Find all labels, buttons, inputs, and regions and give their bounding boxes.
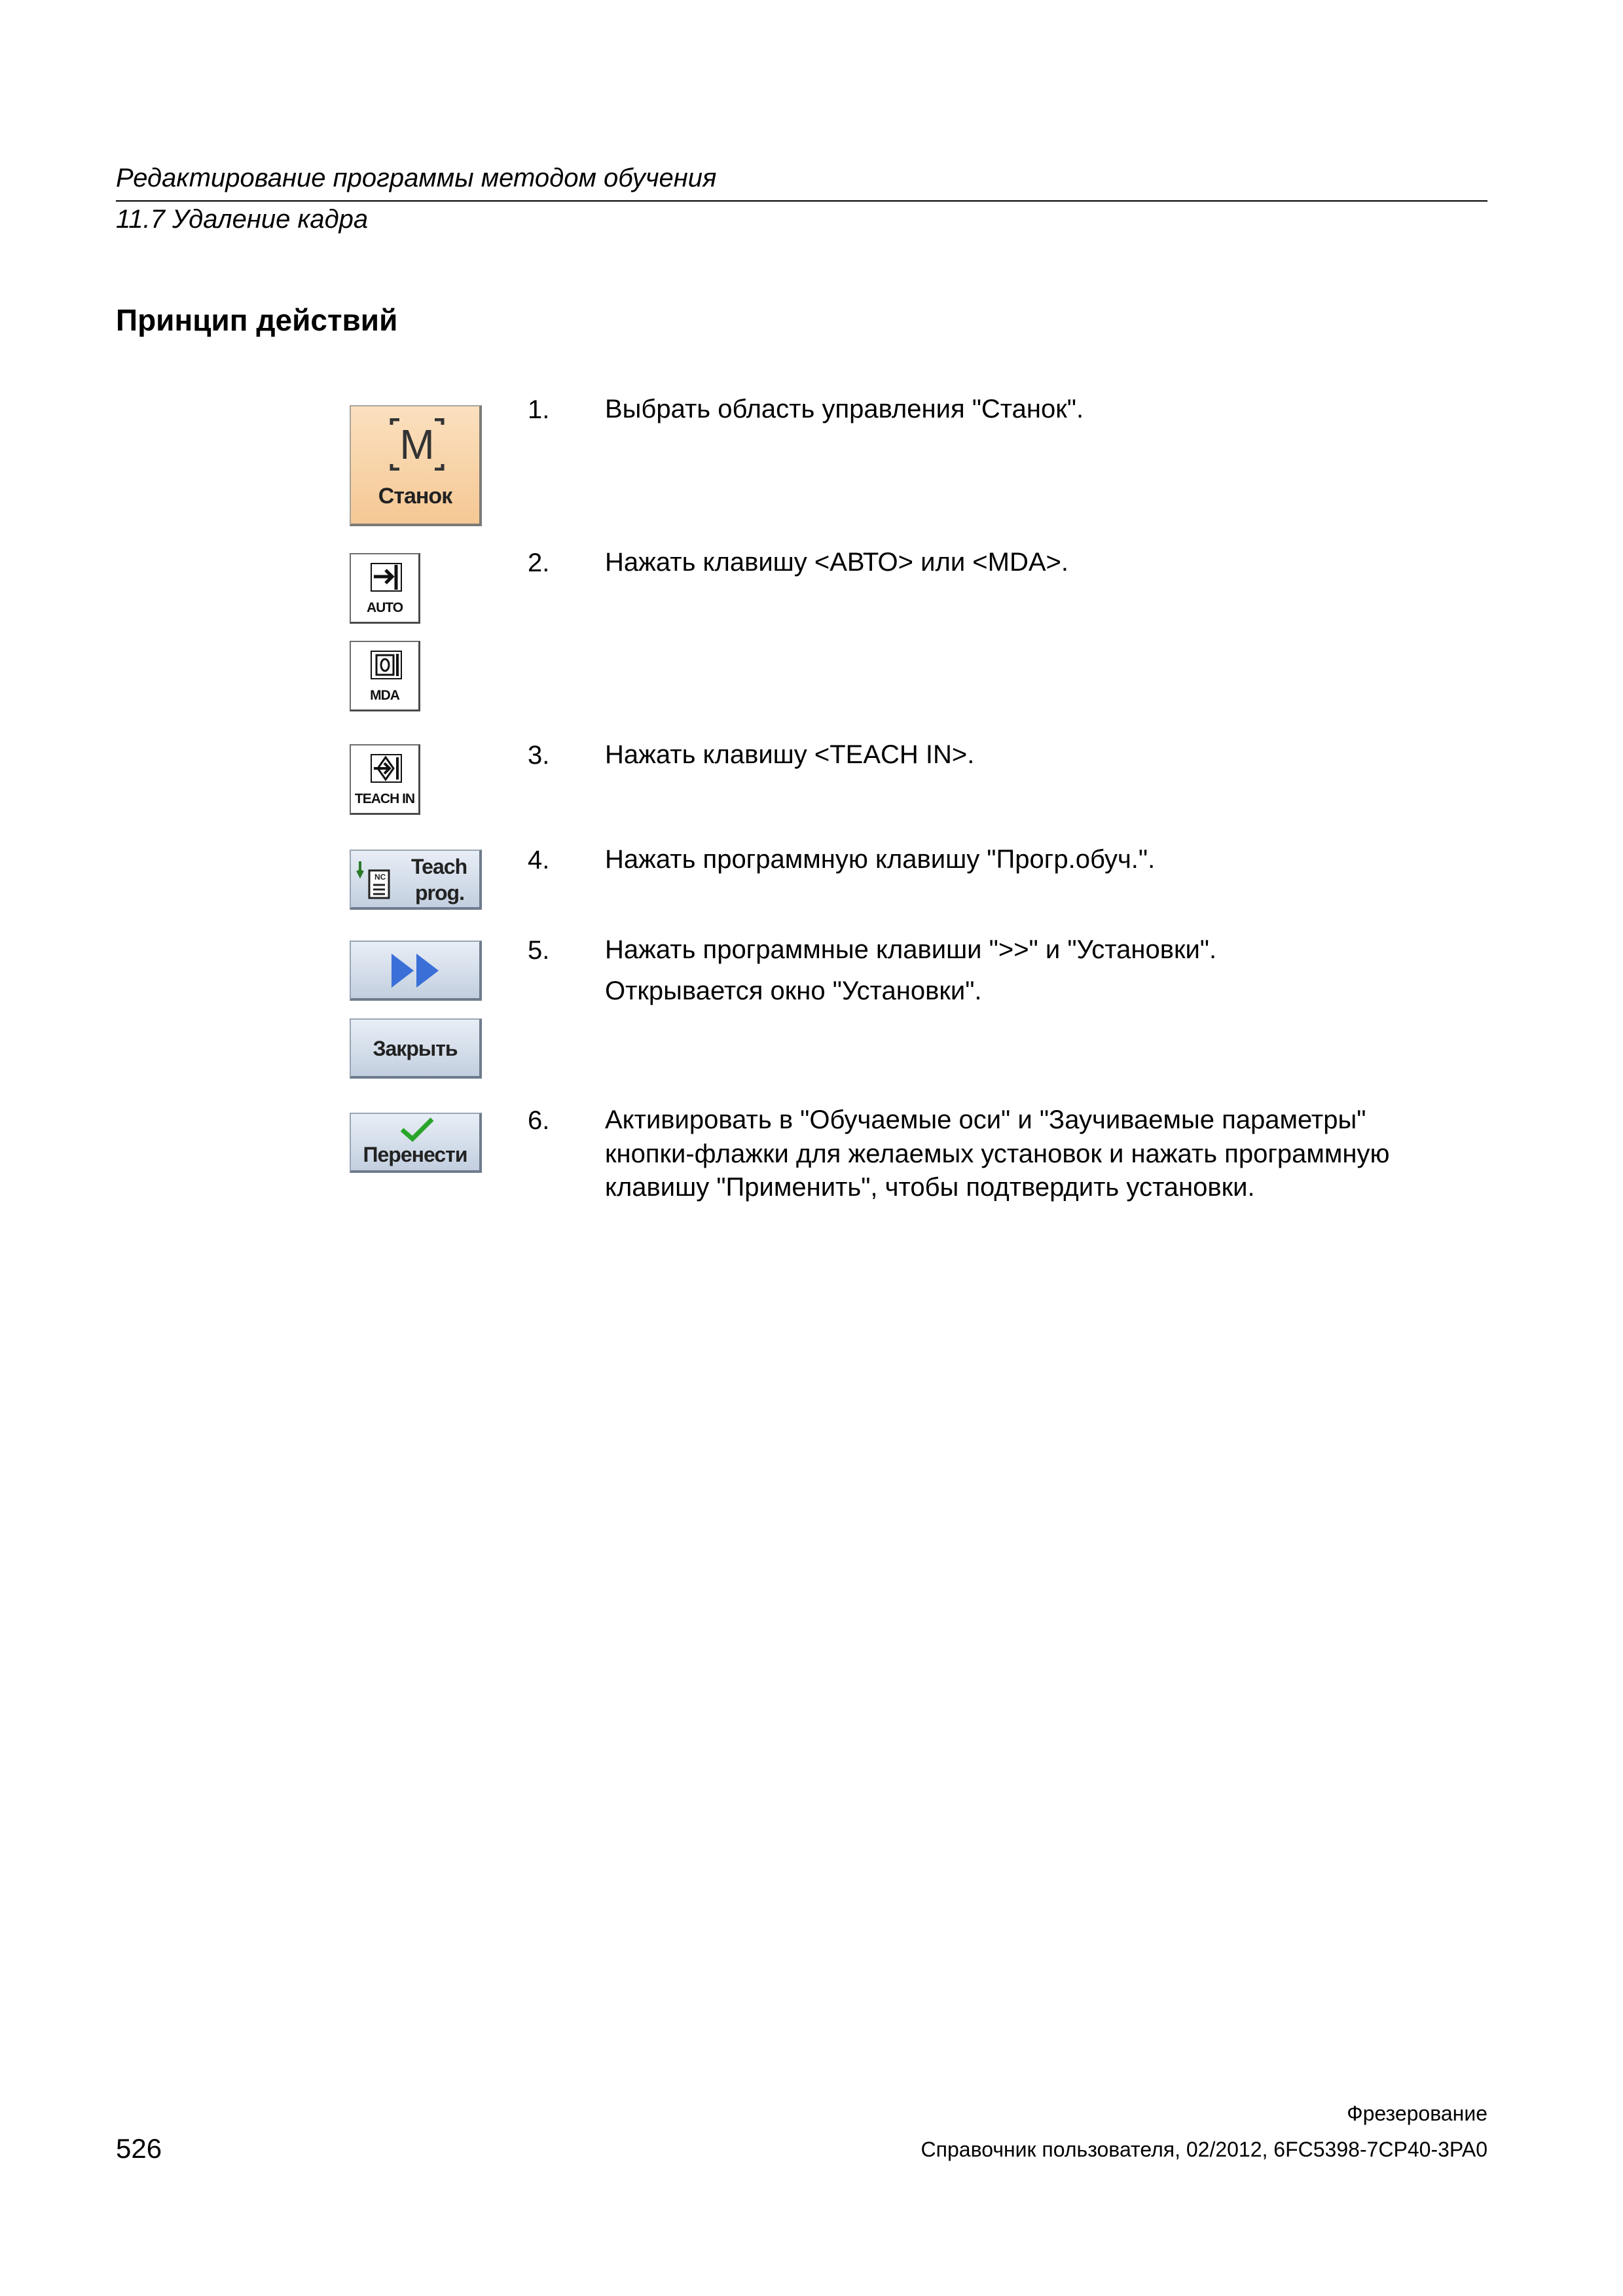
auto-mode-icon: [370, 561, 403, 594]
step-text: Выбрать область управления "Станок".: [605, 395, 1084, 423]
chapter-title: Редактирование программы методом обучения: [116, 164, 717, 192]
double-arrow-right-icon: [389, 951, 443, 990]
accept-softkey[interactable]: [350, 1113, 482, 1173]
footer-title: Фрезерование: [1347, 2102, 1487, 2125]
mda-key-label: MDA: [370, 688, 399, 703]
etc-softkey[interactable]: [350, 941, 482, 1001]
header-rule: [116, 200, 1487, 202]
step-text: Нажать программные клавиши ">>" и "Установки".: [605, 935, 1217, 964]
step-number: 2.: [528, 548, 550, 577]
section-title: 11.7 Удаление кадра: [116, 205, 369, 234]
machine-key[interactable]: [350, 405, 482, 526]
close-softkey[interactable]: [350, 1018, 482, 1079]
step-text: клавишу "Применить", чтобы подтвердить установки.: [605, 1173, 1255, 1202]
teach-in-key[interactable]: [350, 744, 420, 815]
auto-key[interactable]: [350, 553, 420, 624]
step-number: 6.: [528, 1106, 550, 1135]
svg-text:NC: NC: [374, 872, 386, 882]
teach-prog-label-line1: Teach: [411, 855, 467, 878]
step-number: 4.: [528, 846, 550, 874]
step-text: Нажать клавишу <TEACH IN>.: [605, 740, 975, 769]
auto-key-label: AUTO: [366, 600, 403, 615]
teach-prog-label-line2: prog.: [415, 881, 464, 905]
teach-in-icon: [370, 752, 403, 785]
page-number: 526: [116, 2133, 162, 2164]
machine-key-label: Станок: [378, 484, 452, 509]
teach-prog-softkey[interactable]: [350, 850, 482, 910]
checkmark-icon: [399, 1117, 435, 1143]
step-text: Нажать программную клавишу "Прогр.обуч.".: [605, 845, 1156, 874]
accept-softkey-label: Перенести: [363, 1143, 467, 1166]
teach-in-key-label: TEACH IN: [354, 791, 415, 806]
mda-mode-icon: [370, 649, 403, 681]
footer-reference: Справочник пользователя, 02/2012, 6FC5398-7CP40-3PA0: [921, 2138, 1487, 2161]
step-text: Активировать в "Обучаемые оси" и "Заучиваемые параметры": [605, 1105, 1366, 1134]
mda-key[interactable]: [350, 641, 420, 711]
step-text: кнопки-флажки для желаемых установок и нажать программную: [605, 1139, 1390, 1168]
procedure-heading: Принцип действий: [116, 303, 398, 337]
svg-text:M: M: [399, 421, 435, 468]
step-text: Нажать клавишу <АВТО> или <MDA>.: [605, 548, 1068, 577]
step-number: 5.: [528, 936, 550, 965]
step-number: 1.: [528, 395, 550, 424]
machine-area-icon: [388, 418, 447, 471]
close-softkey-label: Закрыть: [373, 1037, 458, 1060]
step-number: 3.: [528, 741, 550, 770]
nc-program-icon: [355, 859, 397, 901]
step-text: Открывается окно "Установки".: [605, 977, 982, 1005]
